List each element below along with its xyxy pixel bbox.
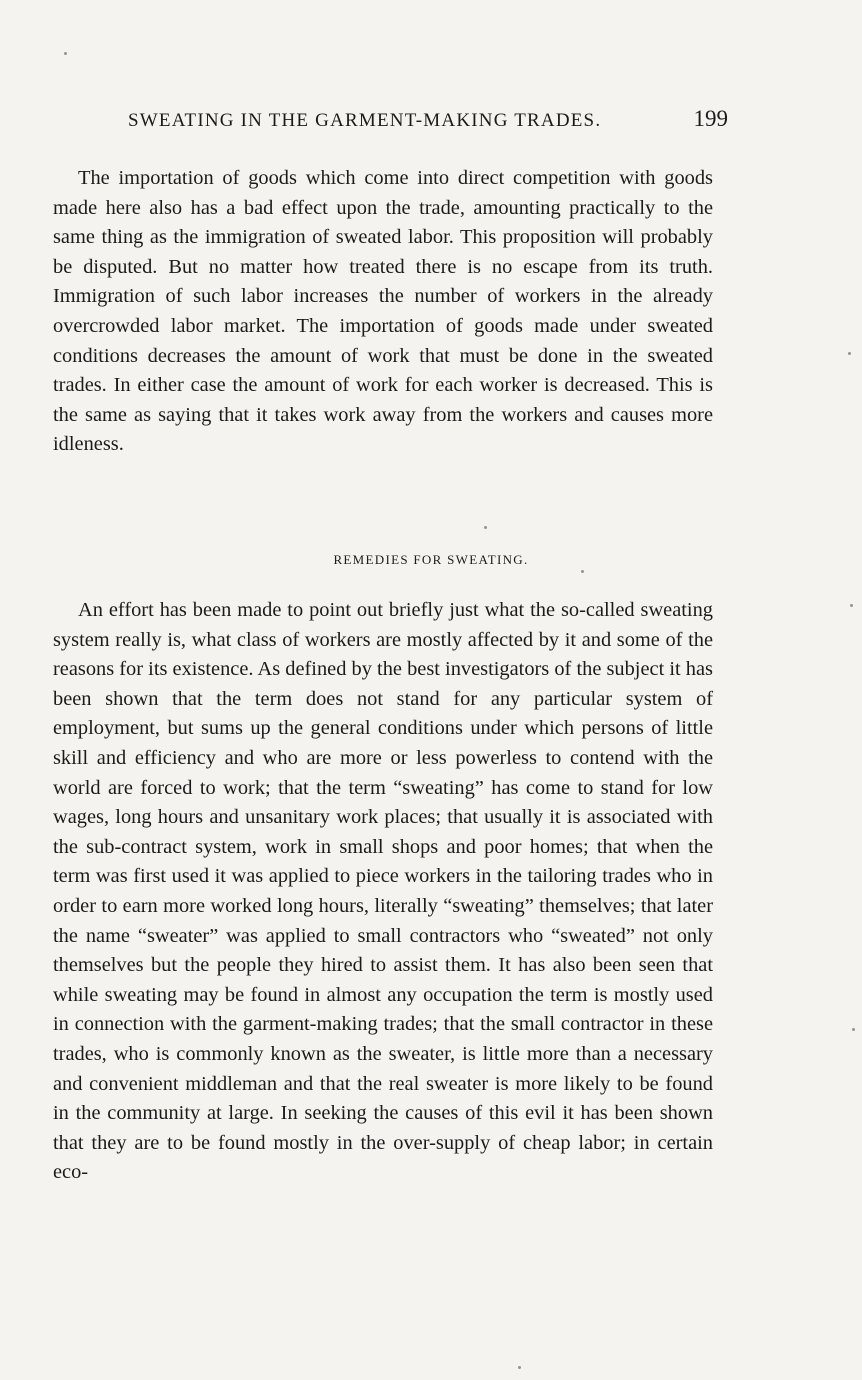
page-number: 199 bbox=[693, 106, 728, 131]
paragraph-remedies: An effort has been made to point out briefly just what the so-called sweating system really is, what class of workers are mostly affected by it and some of the reasons for its existence. As defined by the best investigators of the subject it has been shown that the term does not stand for any particular system of employment, but sums up the general conditions under which persons of little skill and efficiency and who are more or less powerless to contend with the world are forced to work; that the term “sweating” has come to stand for low wages, long hours and unsanitary work places; that usually it is associated with the sub-contract system, work in small shops and poor homes; that when the term was first used it was applied to piece workers in the tailoring trades who in order to earn more worked long hours, literally “sweating” themselves; that later the name “sweater” was applied to small contractors who “sweated” not only themselves but the people they hired to assist them. It has also been seen that while sweating may be found in almost any occupation the term is mostly used in connection with the garment-making trades; that the small contractor in these trades, who is commonly known as the sweater, is little more than a necessary and convenient middleman and that the real sweater is more likely to be found in the community at large. In seeking the causes of this evil it has been shown that they are to be found mostly in the over-supply of cheap labor; in certain eco- bbox=[53, 599, 713, 1184]
print-speck bbox=[852, 1028, 855, 1031]
print-speck bbox=[848, 352, 851, 355]
section-heading: REMEDIES FOR SWEATING. bbox=[333, 552, 529, 567]
print-speck bbox=[484, 526, 487, 529]
paragraph-importation: The importation of goods which come into direct competition with goods made here also has a bad effect upon the trade, amounting practically to the same thing as the immigration of sweated labor. This proposition will probably be disputed. But no matter how treated there is no escape from its truth. Immigration of such labor increases the number of workers in the already overcrowded labor market. The importation of goods made under sweated conditions decreases the amount of work that must be done in the sweated trades. In either case the amount of work for each worker is decreased. This is the same as saying that it takes work away from the workers and causes more idleness. bbox=[53, 167, 713, 456]
print-speck bbox=[850, 604, 853, 607]
print-speck bbox=[518, 1366, 521, 1369]
print-speck bbox=[64, 52, 67, 55]
running-header bbox=[128, 106, 728, 140]
running-header-title: SWEATING IN THE GARMENT-MAKING TRADES. bbox=[128, 110, 602, 131]
print-speck bbox=[581, 570, 584, 573]
